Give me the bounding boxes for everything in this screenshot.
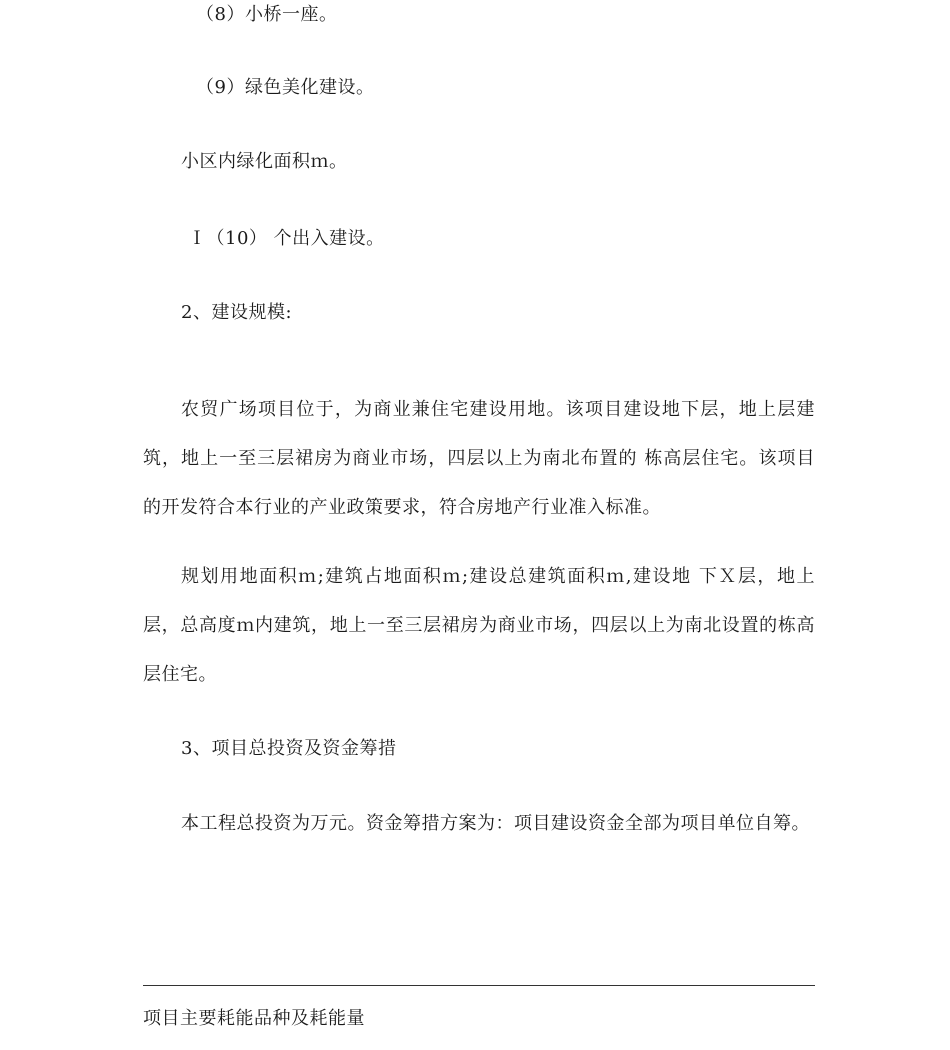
footnote-energy-consumption: 项目主要耗能品种及耗能量 [143, 1008, 365, 1029]
footnote-divider [143, 985, 815, 986]
paragraph-project-overview: 农贸广场项目位于，为商业兼住宅建设用地。该项目建设地下层，地上层建筑，地上一至三层裙房为商业市场，四层以上为南北布置的 栋高层住宅。该项目的开发符合本行业的产业政策要求，符合房地产行业准入标准。 [143, 399, 815, 518]
section-heading-construction-scale: 2、建设规模: [181, 302, 293, 323]
section-heading-investment: 3、项目总投资及资金筹措 [181, 738, 397, 759]
list-item-small-bridge: （8）小桥一座。 [196, 4, 338, 25]
list-item-green-beautification: （9）绿色美化建设。 [196, 77, 375, 98]
list-item-entrances: Ｉ（10） 个出入建设。 [188, 228, 385, 249]
paragraph-planning-area: 规划用地面积ｍ;建筑占地面积ｍ;建设总建筑面积ｍ,建设地 下Ｘ层，地上层，总高度ｍ内建筑，地上一至三层裙房为商业市场，四层以上为南北设置的栋高层住宅。 [143, 566, 815, 685]
green-area-text: 小区内绿化面积ｍ。 [181, 151, 348, 172]
paragraph-investment-funding: 本工程总投资为万元。资金筹措方案为：项目建设资金全部为项目单位自筹。 [181, 813, 810, 834]
